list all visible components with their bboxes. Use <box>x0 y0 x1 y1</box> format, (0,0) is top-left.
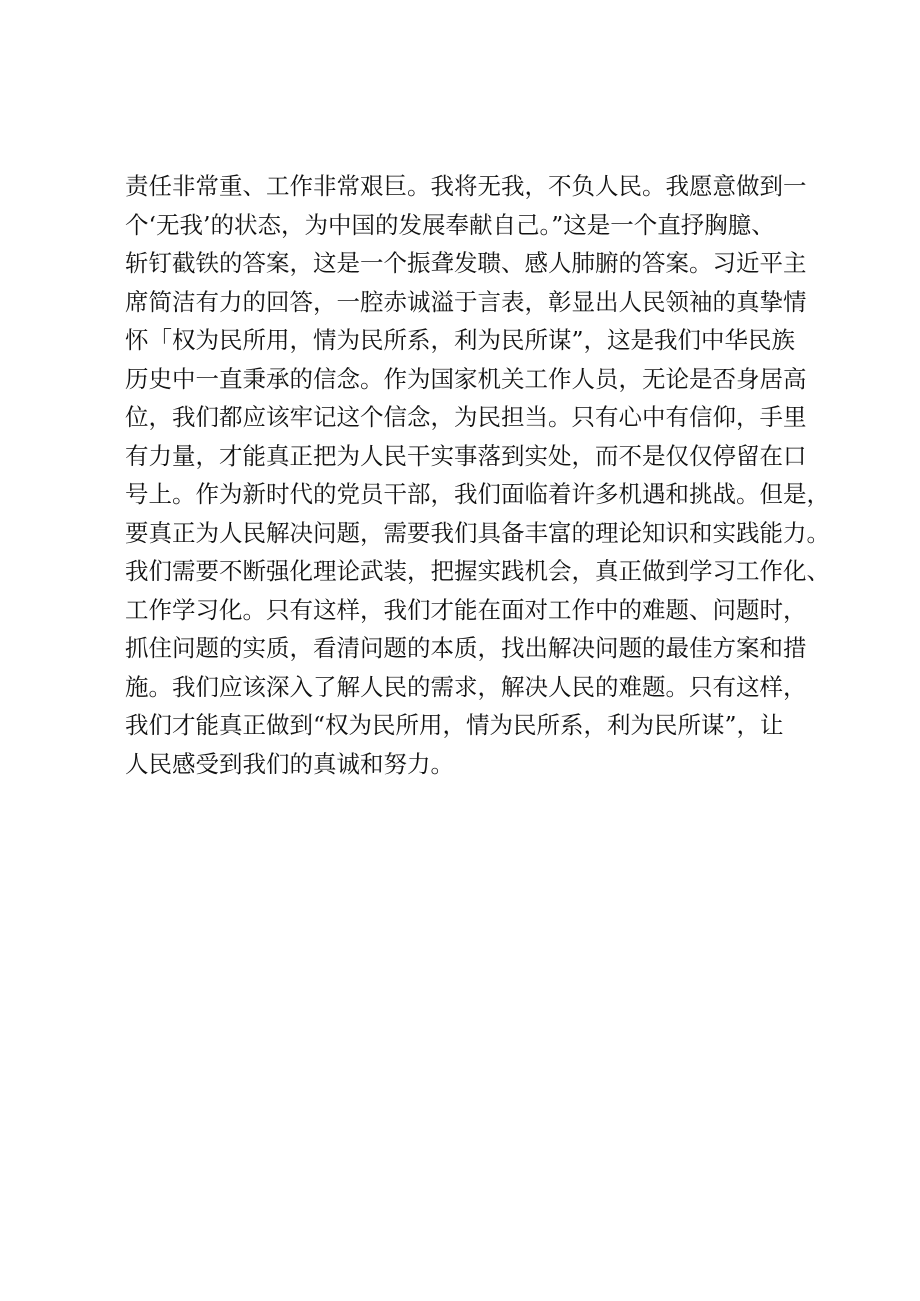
text-line: 工作学习化。只有这样，我们才能在面对工作中的难题、问题时， <box>125 595 807 624</box>
text-line: 历史中一直秉承的信念。作为国家机关工作人员，无论是否身居高 <box>125 364 807 393</box>
text-line: 位，我们都应该牢记这个信念，为民担当。只有心中有信仰，手里 <box>125 403 807 431</box>
text-line: 施。我们应该深入了解人民的需求，解决人民的难题。只有这样， <box>125 672 807 701</box>
text-line: 人民感受到我们的真诚和努力。 <box>125 749 454 778</box>
text-line: 抓住问题的实质，看清问题的本质，找出解决问题的最佳方案和措 <box>125 634 807 662</box>
text-line: 席简洁有力的回答，一腔赤诚溢于言表，彰显出人民领袖的真挚情 <box>125 287 807 316</box>
text-line: 我们需要不断强化理论武装，把握实践机会，真正做到学习工作化、 <box>125 557 830 585</box>
text-line: 个‘无我’的状态，为中国的发展奉献自己。”这是一个直抒胸臆、 <box>125 210 775 239</box>
body-paragraph <box>125 167 845 783</box>
text-line: 号上。作为新时代的党员干部，我们面临着许多机遇和挑战。但是， <box>125 480 830 508</box>
text-line: 我们才能真正做到“权为民所用，情为民所系，利为民所谋”，让 <box>125 711 784 739</box>
text-line: 要真正为人民解决问题，需要我们具备丰富的理论知识和实践能力。 <box>125 518 830 547</box>
text-line: 斩钉截铁的答案，这是一个振聋发聩、感人肺腑的答案。习近平主 <box>125 249 807 277</box>
text-line: 有力量，才能真正把为人民干实事落到实处，而不是仅仅停留在口 <box>125 441 807 470</box>
text-line: 责任非常重、工作非常艰巨。我将无我，不负人民。我愿意做到一 <box>125 172 807 200</box>
text-line: 怀「权为民所用，情为民所系，利为民所谋”，这是我们中华民族 <box>125 326 796 354</box>
